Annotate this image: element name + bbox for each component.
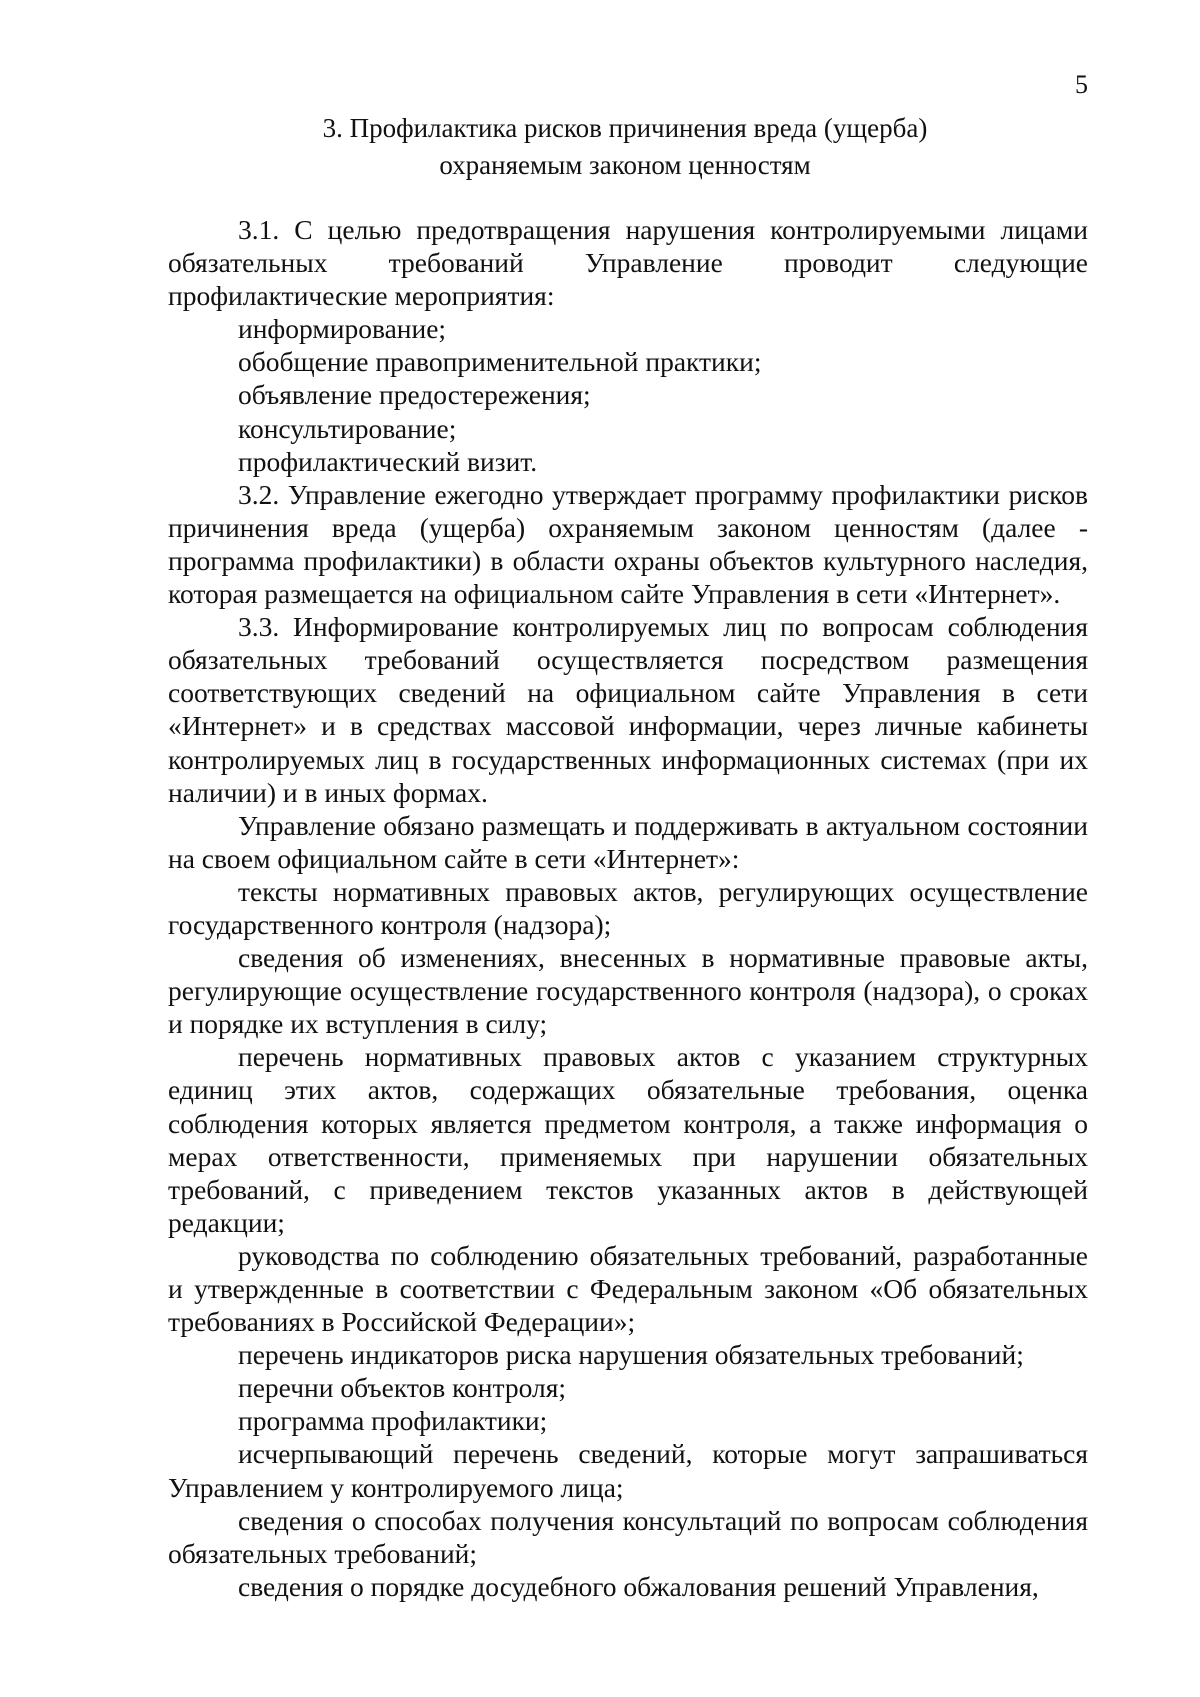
page-number: 5	[1075, 70, 1088, 99]
site-content-item: тексты нормативных правовых актов, регулирующих осуществление государственного контроля (надзора);	[168, 875, 1088, 940]
paragraph-3-1: 3.1. С целью предотвращения нарушения контролируемыми лицами обязательных требований Управление проводит следующие профилактические мероприятия:	[168, 214, 1088, 312]
measure-item-practice-generalization: обобщение правоприменительной практики;	[238, 346, 762, 378]
paragraph-3-2: 3.2. Управление ежегодно утверждает программу профилактики рисков причинения вреда (ущерба) охраняемым законом ценностям (далее - программа профилактики) в области охраны объектов культурного наследия, которая размещается на официальном сайте Управления в сети «Интернет».	[168, 478, 1088, 610]
paragraph-3-3: 3.3. Информирование контролируемых лиц по вопросам соблюдения обязательных требований осуществляется посредством размещения соответствующих сведений на официальном сайте Управления в сети «Интернет» и в средствах массовой информации, через личные кабинеты контролируемых лиц в государственных информационных системах (при их наличии) и в иных формах.	[168, 611, 1088, 808]
measure-item-warning: объявление предостережения;	[238, 379, 591, 411]
measure-item-consulting: консультирование;	[238, 412, 457, 444]
section-heading-line-2: охраняемым законом ценностям	[439, 150, 811, 180]
document-body	[168, 213, 1088, 1603]
paragraph-obligation-intro: Управление обязано размещать и поддерживать в актуальном состоянии на своем официальном сайте в сети «Интернет»:	[168, 809, 1088, 874]
site-content-item: исчерпывающий перечень сведений, которые могут запрашиваться Управлением у контролируемого лица;	[168, 1438, 1088, 1503]
measure-item-preventive-visit: профилактический визит.	[238, 445, 538, 477]
site-content-item: сведения о способах получения консультаций по вопросам соблюдения обязательных требований;	[168, 1504, 1088, 1569]
site-content-item: сведения об изменениях, внесенных в нормативные правовые акты, регулирующие осуществление государственного контроля (надзора), о сроках и порядке их вступления в силу;	[168, 942, 1088, 1040]
site-content-item: перечень нормативных правовых актов с указанием структурных единиц этих актов, содержащих обязательные требования, оценка соблюдения которых является предметом контроля, а также информация о мерах ответственности, применяемых при нарушении обязательных требований, с приведением текстов указанных актов в действующей редакции;	[168, 1041, 1088, 1238]
measure-item-informing: информирование;	[238, 313, 447, 345]
site-content-item: руководства по соблюдению обязательных требований, разработанные и утвержденные в соответствии с Федеральным законом «Об обязательных требованиях в Российской Федерации»;	[168, 1239, 1088, 1338]
site-content-item: перечни объектов контроля;	[238, 1372, 567, 1404]
site-content-item: программа профилактики;	[238, 1405, 548, 1437]
site-content-item: сведения о порядке досудебного обжалования решений Управления,	[238, 1570, 1039, 1602]
section-heading-line-1: 3. Профилактика рисков причинения вреда (ущерба)	[322, 113, 928, 143]
section-heading	[165, 110, 1085, 184]
site-content-item: перечень индикаторов риска нарушения обязательных требований;	[238, 1339, 1024, 1371]
